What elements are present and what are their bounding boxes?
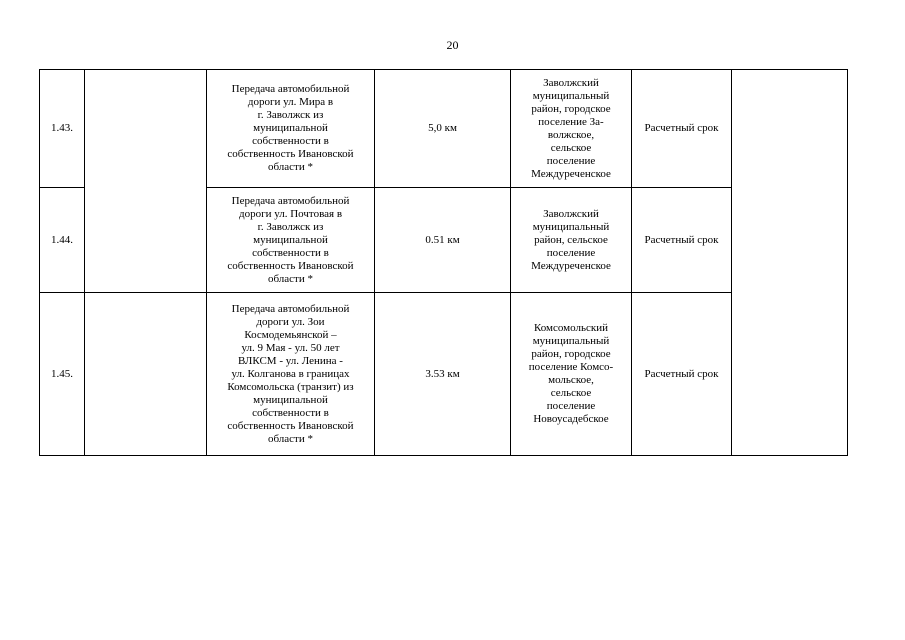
- length-cell: 0.51 км: [375, 188, 511, 293]
- description-cell: Передача автомобильной дороги ул. Почтовая в г. Заволжск из муниципальной собственности в собственность Ивановской области *: [207, 188, 375, 293]
- table-row: [40, 293, 848, 456]
- empty-cell: [85, 70, 207, 293]
- territory-cell: Комсомольский муниципальный район, городское поселение Комсо- мольское, сельское поселение Новоусадебское: [511, 293, 632, 456]
- description-cell: Передача автомобильной дороги ул. Мира в г. Заволжск из муниципальной собственности в собственность Ивановской области *: [207, 70, 375, 188]
- page-number: 20: [446, 38, 459, 52]
- row-number-cell: 1.43.: [40, 70, 85, 188]
- description-cell: Передача автомобильной дороги ул. Зои Космодемьянской – ул. 9 Мая - ул. 50 лет ВЛКСМ - ул. Ленина - ул. Колганова в границах Комсомольска (транзит) из муниципальной собственности в собственность Ивановской области *: [207, 293, 375, 456]
- row-number-cell: 1.45.: [40, 293, 85, 456]
- row-number-cell: 1.44.: [40, 188, 85, 293]
- table-row: [40, 70, 848, 188]
- empty-cell: [732, 70, 848, 456]
- territory-cell: Заволжский муниципальный район, сельское поселение Междуреченское: [511, 188, 632, 293]
- term-cell: Расчетный срок: [632, 70, 732, 188]
- length-cell: 5,0 км: [375, 70, 511, 188]
- territory-cell: Заволжский муниципальный район, городское поселение За- волжское, сельское поселение Междуреченское: [511, 70, 632, 188]
- length-cell: 3.53 км: [375, 293, 511, 456]
- empty-cell: [85, 293, 207, 456]
- term-cell: Расчетный срок: [632, 188, 732, 293]
- term-cell: Расчетный срок: [632, 293, 732, 456]
- road-transfer-table: [39, 69, 848, 456]
